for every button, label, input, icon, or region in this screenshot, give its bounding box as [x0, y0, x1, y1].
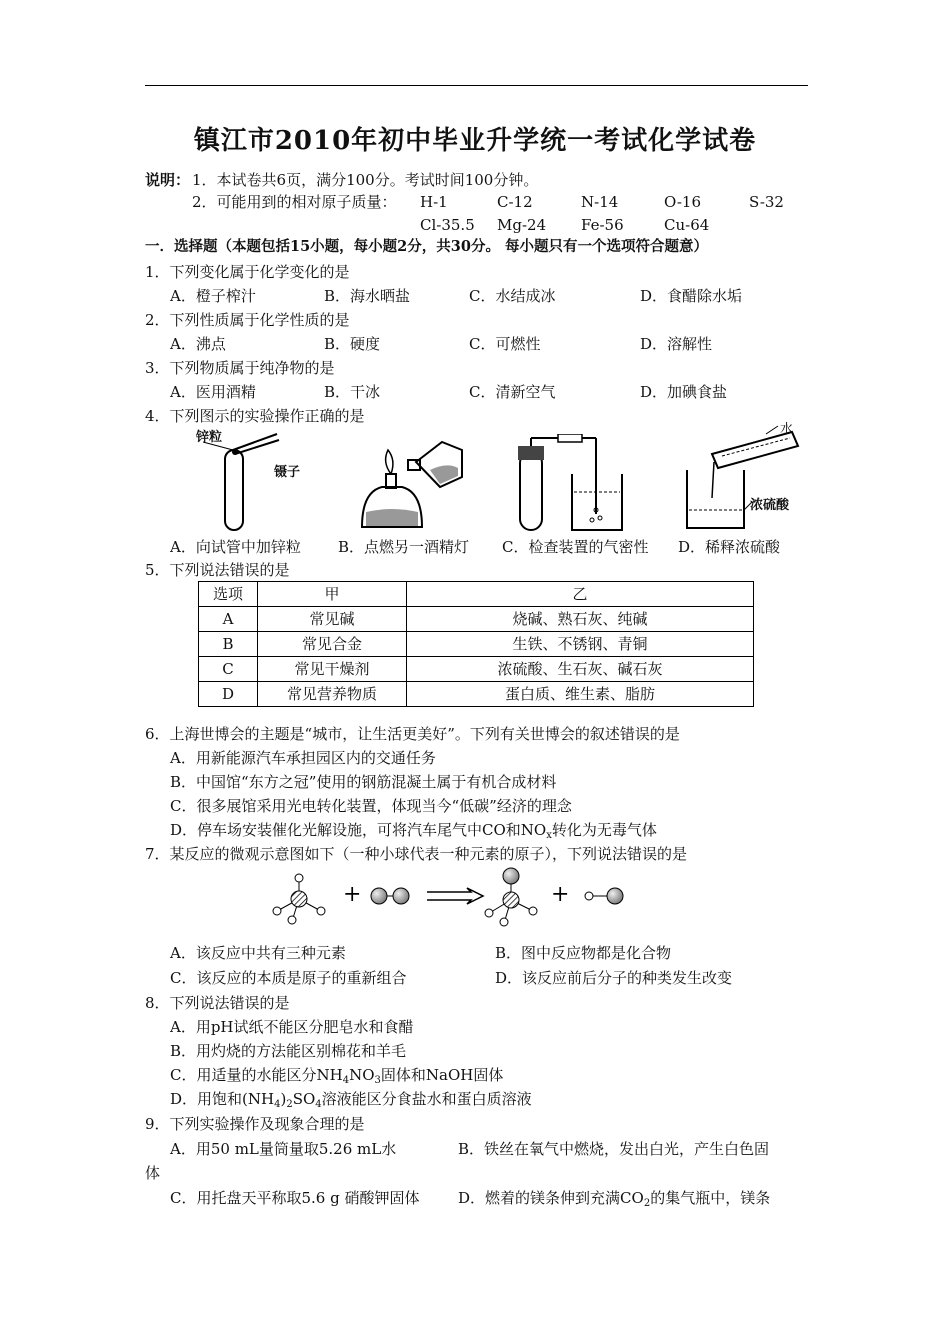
cell: 常见营养物质 [258, 682, 407, 707]
table-row [199, 607, 754, 632]
q1-stem: 1．下列变化属于化学变化的是 [145, 263, 350, 281]
q2-option-c: C．可燃性 [469, 335, 541, 353]
subscript: 4 [342, 1075, 350, 1086]
subscript: 2 [643, 1198, 651, 1209]
mass-o: O-16 [664, 193, 702, 211]
cell: 常见干燥剂 [258, 657, 407, 682]
cell: D [199, 682, 258, 707]
notes-label: 说明： [145, 171, 191, 189]
mass-cl: Cl-35.5 [420, 216, 475, 234]
subscript: 4 [274, 1099, 281, 1110]
table-row [199, 682, 754, 707]
label-water: 水 [780, 422, 794, 437]
cell: 常见碱 [258, 607, 407, 632]
mass-n: N-14 [581, 193, 619, 211]
q4-figure-b [352, 432, 472, 532]
q5-table [198, 581, 754, 707]
cell: 浓硫酸、生石灰、碱石灰 [407, 657, 754, 682]
cell: 烧碱、熟石灰、纯碱 [407, 607, 754, 632]
header-option: 选项 [199, 582, 258, 607]
q2-option-a: A．沸点 [170, 335, 226, 353]
q4-option-a: A．向试管中加锌粒 [170, 538, 301, 556]
q9-stem: 9．下列实验操作及现象合理的是 [145, 1115, 365, 1133]
mass-s: S-32 [749, 193, 784, 211]
q6-option-d [170, 820, 657, 840]
text: NO [349, 1066, 375, 1084]
q4-option-b: B．点燃另一酒精灯 [338, 538, 470, 556]
q8-option-a: A．用pH试纸不能区分肥皂水和食醋 [170, 1018, 414, 1036]
q7-stem: 7．某反应的微观示意图如下（一种小球代表一种元素的原子），下列说法错误的是 [145, 845, 688, 863]
header-jia: 甲 [258, 582, 407, 607]
subscript: 3 [374, 1075, 381, 1086]
q5-stem: 5．下列说法错误的是 [145, 561, 290, 579]
q9-option-b-continued: 体 [145, 1164, 161, 1182]
q1-option-d: D．食醋除水垢 [640, 287, 743, 305]
q4-figure-c [512, 434, 632, 534]
mass-c: C-12 [497, 193, 533, 211]
q6-option-a: A．用新能源汽车承担园区内的交通任务 [170, 749, 436, 767]
svg-text:+: + [343, 882, 362, 907]
q8-option-b: B．用灼烧的方法能区别棉花和羊毛 [170, 1042, 407, 1060]
q2-stem: 2．下列性质属于化学性质的是 [145, 311, 350, 329]
label-sulfuric-acid: 浓硫酸 [750, 498, 790, 513]
label-zinc: 锌粒 [196, 430, 223, 445]
notes-line2: 2．可能用到的相对原子质量： [192, 193, 397, 211]
subscript: 2 [286, 1099, 293, 1110]
q3-option-b: B．干冰 [324, 383, 381, 401]
text: D．燃着的镁条伸到充满CO [458, 1189, 644, 1207]
q3-stem: 3．下列物质属于纯净物的是 [145, 359, 335, 377]
q1-option-a: A．橙子榨汁 [170, 287, 256, 305]
table-row [199, 657, 754, 682]
section-heading: 一．选择题（本题包括15小题，每小题2分，共30分。 每小题只有一个选项符合题意） [145, 238, 708, 255]
q7-option-d: D．该反应前后分子的种类发生改变 [495, 969, 733, 987]
q7-reaction-diagram [265, 866, 645, 928]
q3-option-a: A．医用酒精 [170, 383, 256, 401]
q7-option-a: A．该反应中共有三种元素 [170, 944, 346, 962]
q4-option-d: D．稀释浓硫酸 [678, 538, 781, 556]
q4-option-c: C．检查装置的气密性 [502, 538, 649, 556]
text: 溶液能区分食盐水和蛋白质溶液 [321, 1090, 532, 1108]
cell: 常见合金 [258, 632, 407, 657]
text: SO [292, 1090, 316, 1108]
text: C．用适量的水能区分NH [170, 1066, 343, 1084]
notes-line1: 1．本试卷共6页，满分100分。考试时间100分钟。 [192, 171, 539, 189]
header-yi: 乙 [407, 582, 754, 607]
table-row [199, 632, 754, 657]
q9-option-c: C．用托盘天平称取5.6 g 硝酸钾固体 [170, 1189, 420, 1207]
q9-option-a: A．用50 mL量筒量取5.26 mL水 [170, 1140, 397, 1158]
q2-option-d: D．溶解性 [640, 335, 713, 353]
top-rule [145, 85, 808, 86]
text: ) [280, 1090, 287, 1108]
table-header-row [199, 582, 754, 607]
q9-option-b: B．铁丝在氧气中燃烧，发出白光，产生白色固 [458, 1140, 770, 1158]
subscript: 4 [315, 1099, 322, 1110]
cell: B [199, 632, 258, 657]
q3-option-d: D．加碘食盐 [640, 383, 728, 401]
cell: 生铁、不锈钢、青铜 [407, 632, 754, 657]
mass-h: H-1 [420, 193, 448, 211]
label-tweezers: 镊子 [274, 465, 301, 480]
q1-option-b: B．海水晒盐 [324, 287, 411, 305]
q9-option-d [458, 1188, 770, 1208]
text: 转化为无毒气体 [551, 821, 657, 839]
text: 的集气瓶中，镁条 [650, 1189, 771, 1207]
text: 固体和NaOH固体 [380, 1066, 504, 1084]
page-title: 镇江市2010年初中毕业升学统一考试化学试卷 [193, 126, 757, 156]
q6-option-b: B．中国馆“东方之冠”使用的钢筋混凝土属于有机合成材料 [170, 773, 557, 791]
cell: 蛋白质、维生素、脂肪 [407, 682, 754, 707]
mass-mg: Mg-24 [497, 216, 547, 234]
q8-option-d [170, 1089, 532, 1109]
q7-option-c: C．该反应的本质是原子的重新组合 [170, 969, 407, 987]
mass-cu: Cu-64 [664, 216, 710, 234]
q8-stem: 8．下列说法错误的是 [145, 994, 290, 1012]
text: D．停车场安装催化光解设施，可将汽车尾气中CO和NO [170, 821, 547, 839]
subscript: x [546, 830, 552, 841]
cell: C [199, 657, 258, 682]
q3-option-c: C．清新空气 [469, 383, 556, 401]
q6-option-c: C．很多展馆采用光电转化装置，体现当今“低碳”经济的理念 [170, 797, 572, 815]
q2-option-b: B．硬度 [324, 335, 381, 353]
q7-option-b: B．图中反应物都是化合物 [495, 944, 672, 962]
mass-fe: Fe-56 [581, 216, 624, 234]
cell: A [199, 607, 258, 632]
q4-stem: 4．下列图示的实验操作正确的是 [145, 407, 365, 425]
q1-option-c: C．水结成冰 [469, 287, 556, 305]
q8-option-c [170, 1065, 503, 1085]
q6-stem: 6．上海世博会的主题是“城市，让生活更美好”。下列有关世博会的叙述错误的是 [145, 725, 680, 743]
svg-text:+: + [551, 882, 570, 907]
text: D．用饱和(NH [170, 1090, 275, 1108]
